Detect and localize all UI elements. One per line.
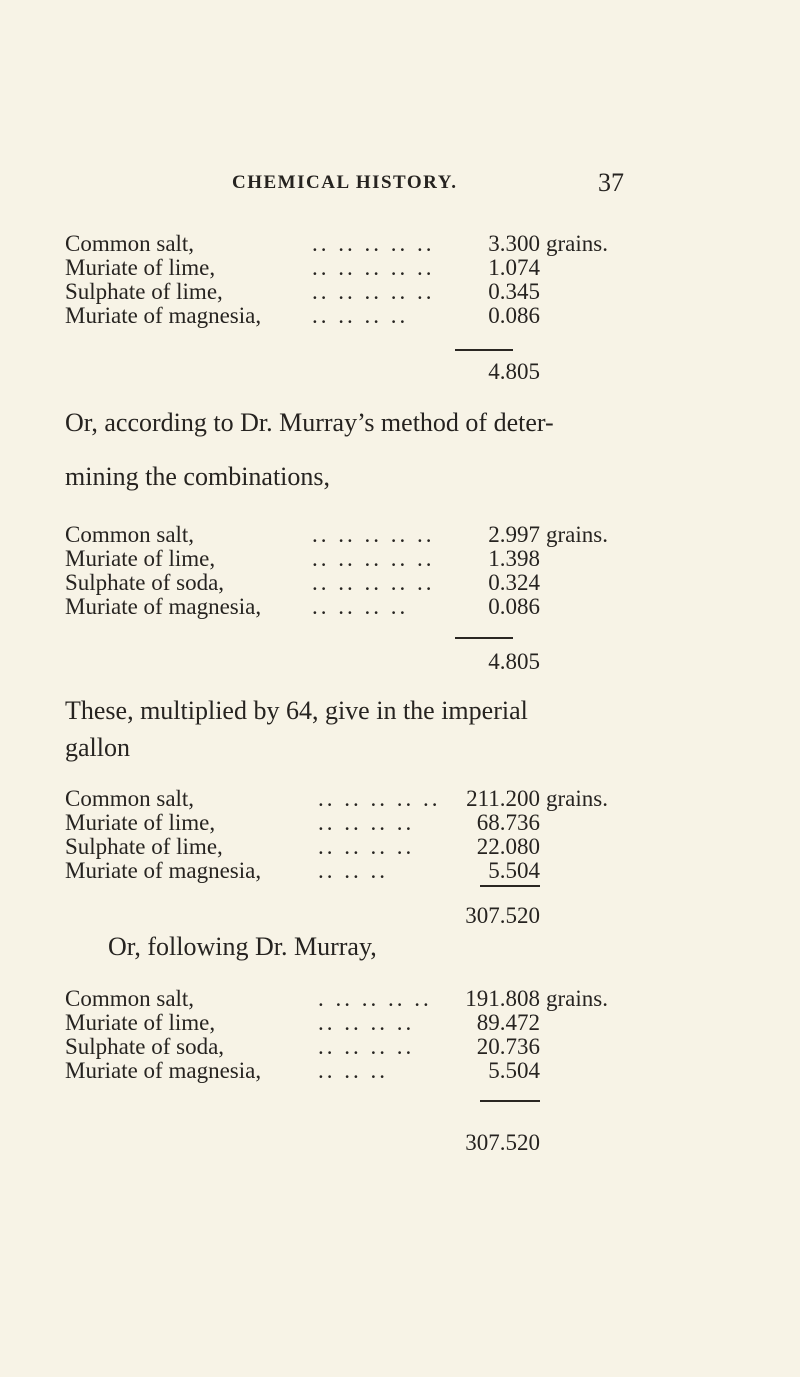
unit-label: grains. xyxy=(546,522,608,547)
substance-name: Muriate of magnesia, xyxy=(65,594,262,619)
substance-name: Sulphate of soda, xyxy=(65,1034,225,1059)
table-row xyxy=(0,811,800,835)
substance-name: Muriate of lime, xyxy=(65,1010,216,1035)
table-row xyxy=(0,280,800,304)
leader-dots: .. .. .. .. xyxy=(318,834,415,859)
substance-name: Common salt, xyxy=(65,786,195,811)
quantity-value: 2.997 xyxy=(488,522,540,547)
unit-label: grains. xyxy=(546,786,608,811)
leader-dots: .. .. .. .. .. xyxy=(312,570,435,595)
quantity-value: 89.472 xyxy=(476,1010,540,1035)
table-row xyxy=(0,595,800,619)
quantity-value: 211.200 xyxy=(466,786,540,811)
analysis-table-4 xyxy=(0,987,800,1083)
analysis-table-2 xyxy=(0,523,800,619)
substance-name: Muriate of lime, xyxy=(65,810,216,835)
table-row xyxy=(0,1059,800,1083)
page-number: 37 xyxy=(598,168,624,197)
paragraph-line: mining the combinations, xyxy=(65,462,331,491)
table-row xyxy=(0,859,800,883)
sum-rule xyxy=(455,349,513,351)
paragraph-line: Or, according to Dr. Murray’s method of deter- xyxy=(65,408,554,437)
analysis-table-1 xyxy=(0,232,800,328)
table-3-total: 307.520 xyxy=(465,903,540,928)
quantity-value: 5.504 xyxy=(488,1058,540,1083)
leader-dots: .. .. .. .. xyxy=(318,1034,415,1059)
substance-name: Muriate of magnesia, xyxy=(65,303,262,328)
table-row xyxy=(0,256,800,280)
substance-name: Muriate of magnesia, xyxy=(65,1058,262,1083)
table-4-total: 307.520 xyxy=(465,1130,540,1155)
leader-dots: .. .. .. .. .. xyxy=(312,522,435,547)
paragraph-line: gallon xyxy=(65,733,130,762)
quantity-value: 0.086 xyxy=(488,594,540,619)
table-row xyxy=(0,787,800,811)
unit-label: grains. xyxy=(546,986,608,1011)
quantity-value: 68.736 xyxy=(476,810,540,835)
leader-dots: .. .. .. xyxy=(318,1058,388,1083)
leader-dots: .. .. .. .. xyxy=(312,594,409,619)
quantity-value: 1.074 xyxy=(488,255,540,280)
substance-name: Common salt, xyxy=(65,522,195,547)
quantity-value: 3.300 xyxy=(488,231,540,256)
leader-dots: .. .. .. .. .. xyxy=(318,786,441,811)
substance-name: Sulphate of lime, xyxy=(65,834,223,859)
substance-name: Sulphate of lime, xyxy=(65,279,223,304)
substance-name: Sulphate of soda, xyxy=(65,570,225,595)
paragraph-line: These, multiplied by 64, give in the imperial xyxy=(65,696,528,725)
running-title: CHEMICAL HISTORY. xyxy=(232,172,458,193)
table-row xyxy=(0,523,800,547)
table-row xyxy=(0,232,800,256)
page-header xyxy=(232,168,624,198)
unit-label: grains. xyxy=(546,231,608,256)
sum-rule xyxy=(480,1100,540,1102)
quantity-value: 191.808 xyxy=(465,986,540,1011)
leader-dots: .. .. .. xyxy=(318,858,388,883)
quantity-value: 0.345 xyxy=(488,279,540,304)
leader-dots: .. .. .. .. .. xyxy=(312,279,435,304)
quantity-value: 1.398 xyxy=(488,546,540,571)
table-row xyxy=(0,547,800,571)
quantity-value: 5.504 xyxy=(488,858,540,883)
substance-name: Muriate of lime, xyxy=(65,546,216,571)
leader-dots: . .. .. .. .. xyxy=(318,986,432,1011)
leader-dots: .. .. .. .. xyxy=(318,810,415,835)
table-row xyxy=(0,571,800,595)
analysis-table-3 xyxy=(0,787,800,883)
leader-dots: .. .. .. .. .. xyxy=(312,255,435,280)
table-1-total: 4.805 xyxy=(488,359,540,384)
substance-name: Muriate of magnesia, xyxy=(65,858,262,883)
table-row xyxy=(0,835,800,859)
table-row xyxy=(0,1035,800,1059)
leader-dots: .. .. .. .. xyxy=(318,1010,415,1035)
leader-dots: .. .. .. .. .. xyxy=(312,231,435,256)
leader-dots: .. .. .. .. xyxy=(312,303,409,328)
sum-rule xyxy=(455,637,513,639)
quantity-value: 22.080 xyxy=(476,834,540,859)
substance-name: Common salt, xyxy=(65,986,195,1011)
table-row xyxy=(0,1011,800,1035)
table-row xyxy=(0,987,800,1011)
quantity-value: 20.736 xyxy=(476,1034,540,1059)
table-2-total: 4.805 xyxy=(488,649,540,674)
paragraph-line: Or, following Dr. Murray, xyxy=(108,932,377,961)
quantity-value: 0.324 xyxy=(488,570,540,595)
table-row xyxy=(0,304,800,328)
sum-rule xyxy=(480,885,540,887)
leader-dots: .. .. .. .. .. xyxy=(312,546,435,571)
substance-name: Muriate of lime, xyxy=(65,255,216,280)
quantity-value: 0.086 xyxy=(488,303,540,328)
substance-name: Common salt, xyxy=(65,231,195,256)
